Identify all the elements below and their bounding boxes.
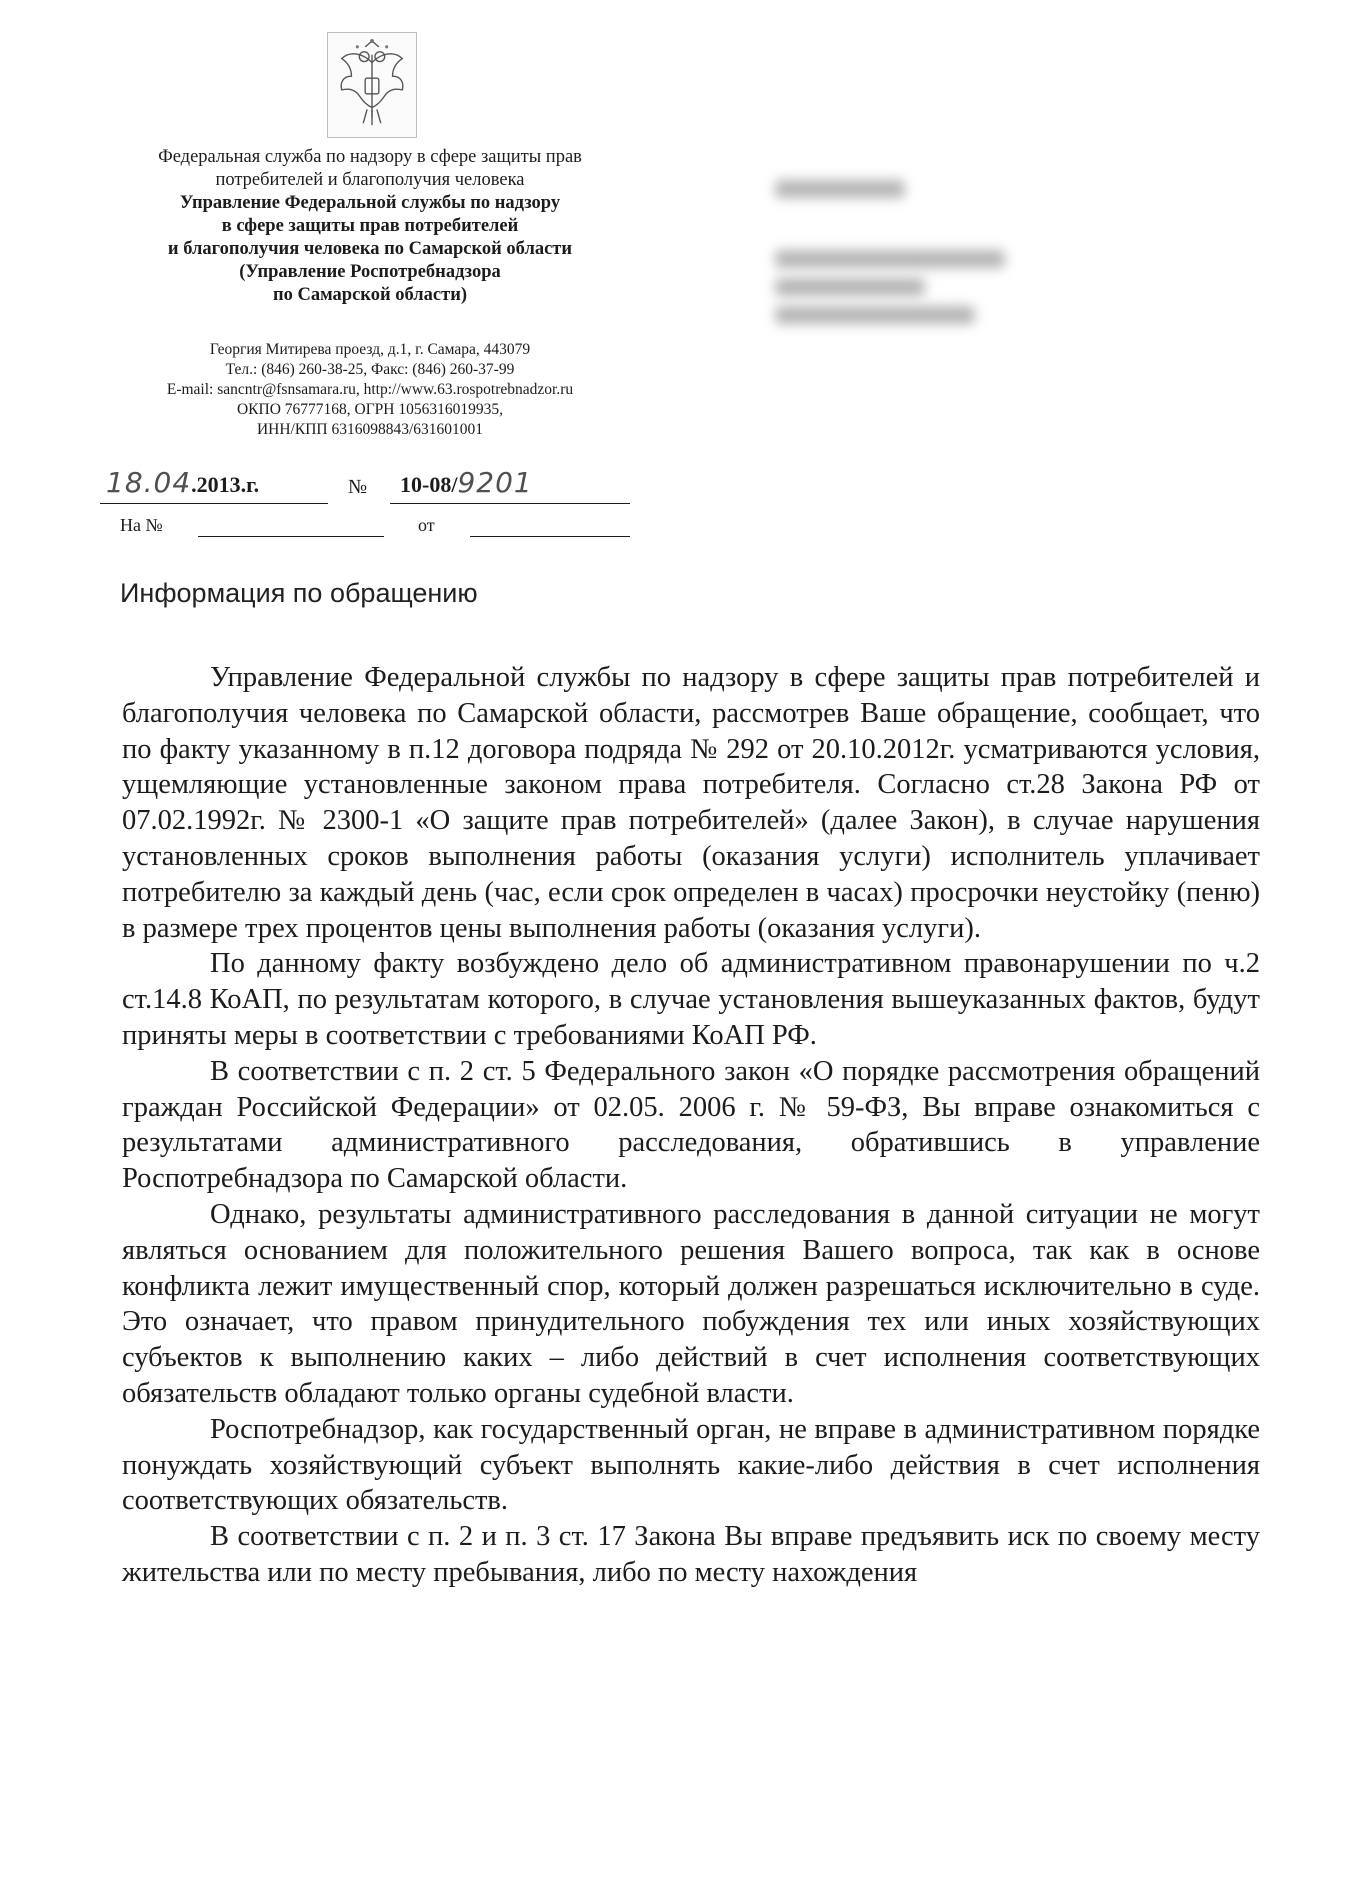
agency-bold-line: Управление Федеральной службы по надзору [179,193,561,213]
body-paragraph: Однако, результаты административного расследования в данной ситуации не могут являться основанием для положительного решения Вашего вопроса, так как в основе конфликта лежит имущественный спор, который должен разрешаться исключительно в суде. Это означает, что правом принудительного побуждения тех или иных хозяйствующих субъектов к выполнению каких – либо действий в счет исполнения соответствующих обязательств обладают только органы судебной власти. [122,1198,1260,1409]
body-paragraph: В соответствии с п. 2 и п. 3 ст. 17 Закона Вы вправе предъявить иск по своему месту жительства или по месту пребывания, либо по месту нахождения [122,1521,1260,1588]
agency-header [80,146,660,307]
letter-body [122,660,1260,1591]
contact-address: Георгия Митирева проезд, д.1, г. Самара, 443079 [209,341,531,358]
redacted-address-line [775,306,975,324]
contact-okpo: ОКПО 76777168, ОГРН 1056316019935, [236,401,503,418]
date-field [106,466,259,499]
number-prefix: 10-08/ [400,472,458,497]
printed-year: .2013.г. [191,472,260,497]
contact-email: E-mail: sancntr@fsnsamara.ru, http://www.63.rospotrebnadzor.ru [166,381,574,398]
number-sign: № [348,476,368,498]
date-underline [100,503,328,504]
contact-inn: ИНН/КПП 6316098843/631601001 [256,421,484,438]
redacted-name [775,180,905,198]
recipient-redacted [775,180,1035,334]
handwritten-number: 9201 [457,466,533,499]
outgoing-number-field [400,466,533,499]
body-paragraph: В соответствии с п. 2 ст. 5 Федерального закон «О порядке рассмотрения обращений граждан Российской Федерации» от 02.05. 2006 г. № 59-ФЗ, Вы вправе ознакомиться с результатами административного расследования, обратившись в управление Роспотребнадзора по Самарской области. [122,1055,1260,1195]
contact-phone: Тел.: (846) 260-38-25, Факс: (846) 260-37-99 [225,361,515,378]
number-underline [390,503,630,504]
reply-number-underline [198,536,384,537]
handwritten-date: 18.04 [106,466,192,499]
agency-bold-line: (Управление Роспотребнадзора [239,262,501,282]
body-paragraph: По данному факту возбуждено дело об административном правонарушении по ч.2 ст.14.8 КоАП, по результатам которого, в случае установления вышеуказанных фактов, будут приняты меры в соответствии с требованиями КоАП РФ. [122,948,1260,1051]
reply-date-label: от [418,515,435,535]
document-title: Информация по обращению [120,578,478,608]
body-paragraph: Управление Федеральной службы по надзору в сфере защиты прав потребителей и благополучия человека по Самарской области, рассмотрев Ваше обращение, сообщает, что по факту указанному в п.12 договора подряда № 292 от 20.10.2012г. усматриваются условия, ущемляющие установленные законом права потребителя. Согласно ст.28 Закона РФ от 07.02.1992г. № 2300-1 «О защите прав потребителей» (далее Закон), в случае нарушения установленных сроков выполнения работы (оказания услуги) исполнитель уплачивает потребителю за каждый день (час, если срок определен в часах) просрочки неустойку (пеню) в размере трех процентов цены выполнения работы (оказания услуги). [122,662,1260,944]
agency-contacts [80,340,660,440]
redacted-address-line [775,250,1005,268]
agency-bold-line: в сфере защиты прав потребителей [221,216,519,236]
agency-line: Федеральная служба по надзору в сфере защиты прав [158,147,582,167]
body-paragraph: Роспотребнадзор, как государственный орган, не вправе в административном порядке понуждать хозяйствующий субъект выполнять какие-либо действия в счет исполнения соответствующих обязательств. [122,1413,1260,1517]
reply-to-label: На № [120,515,163,535]
redacted-address-line [775,278,925,296]
state-emblem-icon [327,32,417,138]
reply-date-underline [470,536,630,537]
agency-bold-line: по Самарской области) [272,285,468,305]
agency-bold-line: и благополучия человека по Самарской области [167,239,573,259]
agency-line: потребителей и благополучия человека [215,170,525,190]
